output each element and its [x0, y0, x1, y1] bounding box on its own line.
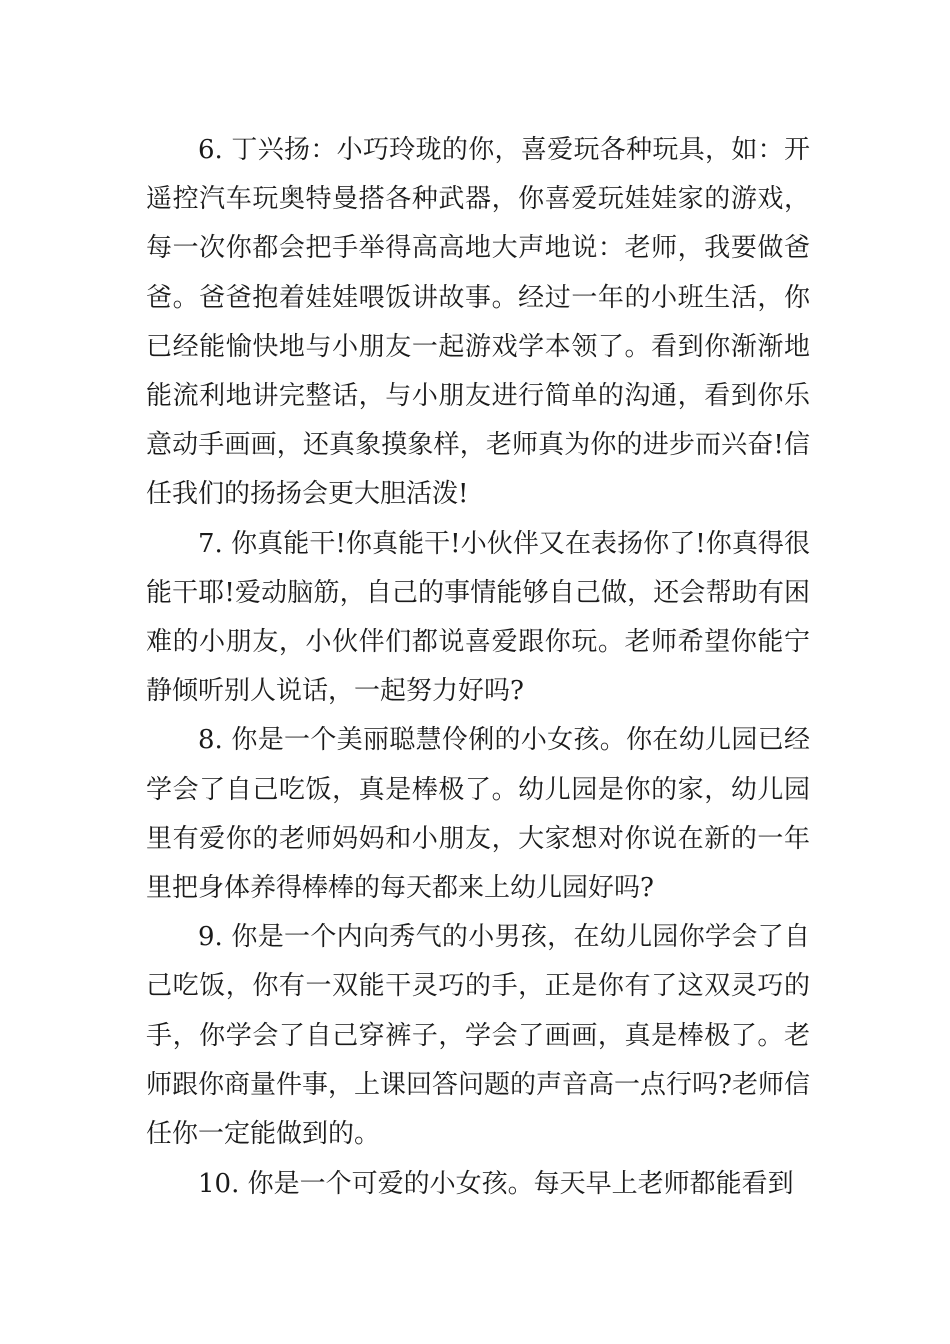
- paragraph-7: 7. 你真能干!你真能干!小伙伴又在表扬你了!你真得很能干耶!爱动脑筋，自己的事情能够自己做，还会帮助有困难的小朋友，小伙伴们都说喜爱跟你玩。老师希望你能宁静倾听别人说话，一起努力好吗?: [146, 528, 810, 707]
- document-body: [146, 126, 810, 1209]
- paragraph-8: 8. 你是一个美丽聪慧伶俐的小女孩。你在幼儿园已经学会了自己吃饭，真是棒极了。幼儿园是你的家，幼儿园里有爱你的老师妈妈和小朋友，大家想对你说在新的一年里把身体养得棒棒的每天都来上幼儿园好吗?: [146, 725, 810, 904]
- paragraph-9: 9. 你是一个内向秀气的小男孩，在幼儿园你学会了自己吃饭，你有一双能干灵巧的手，正是你有了这双灵巧的手，你学会了自己穿裤子，学会了画画，真是棒极了。老师跟你商量件事，上课回答问题的声音高一点行吗?老师信任你一定能做到的。: [146, 922, 810, 1150]
- paragraph-10: 10. 你是一个可爱的小女孩。每天早上老师都能看到: [198, 1169, 794, 1200]
- paragraph-6: 6. 丁兴扬：小巧玲珑的你，喜爱玩各种玩具，如：开遥控汽车玩奥特曼搭各种武器，你喜爱玩娃娃家的游戏，每一次你都会把手举得高高地大声地说：老师，我要做爸爸。爸爸抱着娃娃喂饭讲故事。经过一年的小班生活，你已经能愉快地与小朋友一起游戏学本领了。看到你渐渐地能流利地讲完整话，与小朋友进行简单的沟通，看到你乐意动手画画，还真象摸象样，老师真为你的进步而兴奋!信任我们的扬扬会更大胆活泼!: [146, 135, 810, 510]
